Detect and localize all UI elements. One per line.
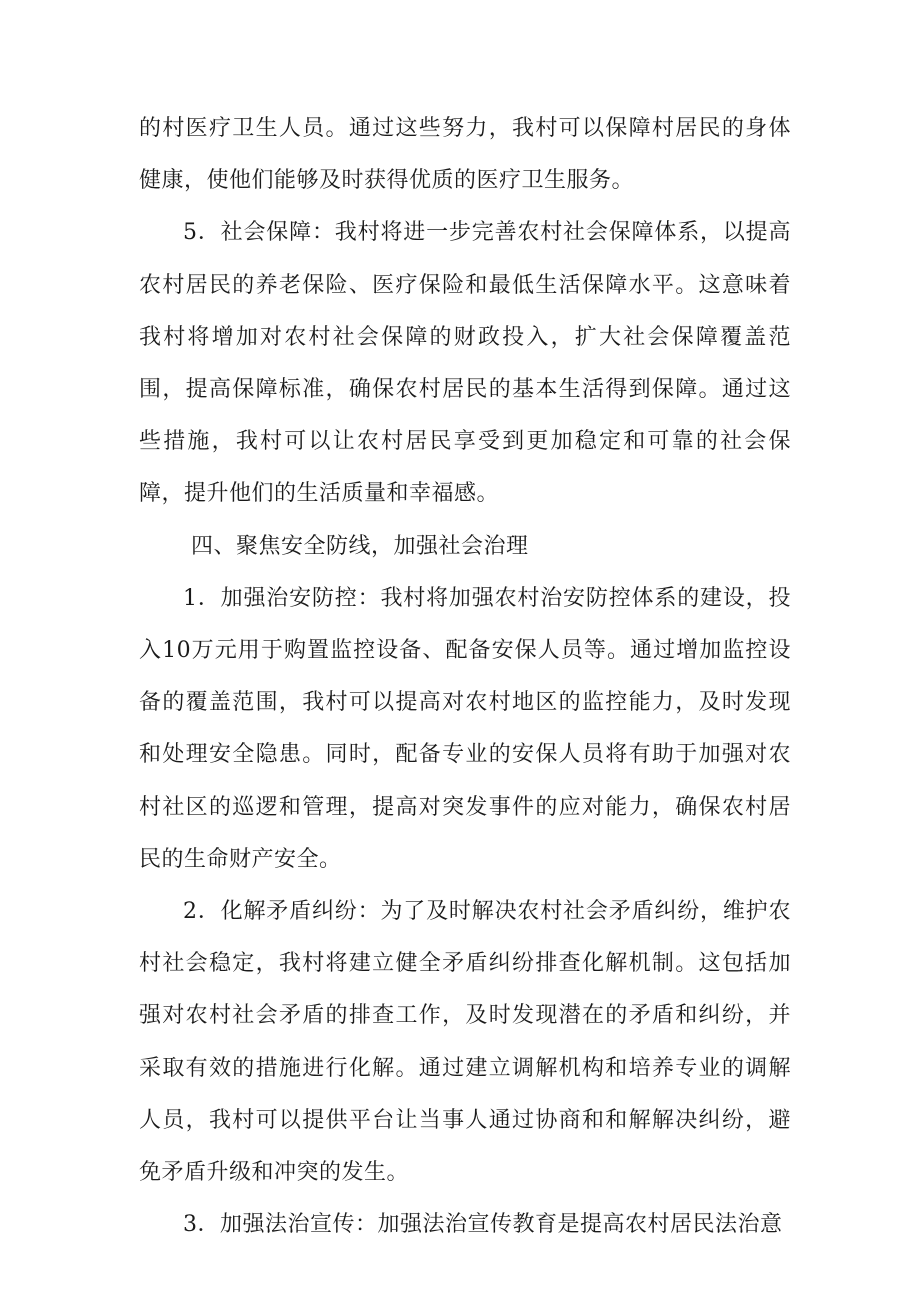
- paragraph-legal-publicity: 3．加强法治宣传：加强法治宣传教育是提高农村居民法治意: [183, 1212, 783, 1238]
- section-heading-safety: 四、聚焦安全防线，加强社会治理: [191, 533, 529, 559]
- paragraph-continuation: 的村医疗卫生人员。通过这些努力，我村可以保障村居民的身体健康，使他们能够及时获得优质的医疗卫生服务。: [139, 116, 791, 194]
- paragraph-public-security: 1．加强治安防控：我村将加强农村治安防控体系的建设，投入10万元用于购置监控设备、配备安保人员等。通过增加监控设备的覆盖范围，我村可以提高对农村地区的监控能力，及时发现和处理安全隐患。同时，配备专业的安保人员将有助于加强对农村社区的巡逻和管理，提高对突发事件的应对能力，确保农村居民的生命财产安全。: [139, 585, 791, 872]
- paragraph-dispute-resolution: 2．化解矛盾纠纷：为了及时解决农村社会矛盾纠纷，维护农村社会稳定，我村将建立健全矛盾纠纷排查化解机制。这包括加强对农村社会矛盾的排查工作，及时发现潜在的矛盾和纠纷，并采取有效的措施进行化解。通过建立调解机构和培养专业的调解人员，我村可以提供平台让当事人通过协商和和解解决纠纷，避免矛盾升级和冲突的发生。: [139, 899, 791, 1186]
- document-body: [139, 103, 791, 1251]
- paragraph-social-security: 5．社会保障：我村将进一步完善农村社会保障体系，以提高农村居民的养老保险、医疗保险和最低生活保障水平。这意味着我村将增加对农村社会保障的财政投入，扩大社会保障覆盖范围，提高保障标准，确保农村居民的基本生活得到保障。通过这些措施，我村可以让农村居民享受到更加稳定和可靠的社会保障，提升他们的生活质量和幸福感。: [139, 220, 791, 507]
